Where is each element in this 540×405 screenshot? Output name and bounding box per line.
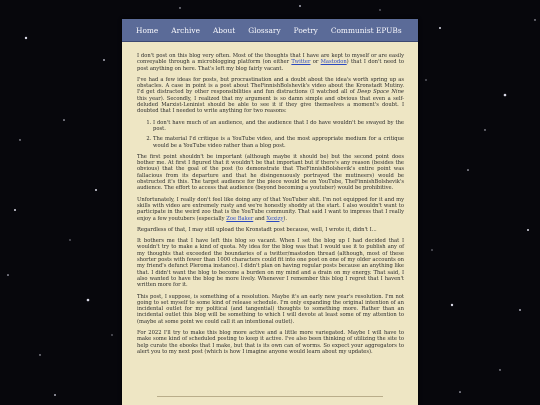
post-paragraph: I don't post on this blog very often. Most of the thoughts that I have are kept to myself or are easily conveyable through a microblogging platform (on either Twitter or Mastodon) that I don't need to post anything on here. That's left my blog fairly vacant. xyxy=(137,53,404,72)
reasons-list xyxy=(137,120,404,149)
nav-poetry-link[interactable]: Poetry xyxy=(293,25,318,35)
nav-communist-epubs-link[interactable]: Communist EPUBs xyxy=(330,25,402,35)
post-paragraph: Unfortunately, I really don't feel like doing any of that YouTuber shit. I'm not equipped for it and my skills with video are extremely rusty and we're honestly shoddy at the start. I also wouldn't want to participate in the weird zoo that is the YouTube community. That said I want to impress that I really enjoy a few youtubers (especially Zoe Baker and Xexizy). xyxy=(137,196,404,222)
post-paragraph: Regardless of that, I may still upload the Kronstadt post because, well, I wrote it, didn't I... xyxy=(137,226,377,233)
post-paragraph: It bothers me that I have left this blog so vacant. When I set the blog up I had decided that I wouldn't try to make a kind of quota. My idea for the blog was that I would use it to publish any of my thoughts that exceeded the boundaries of a twitter/mastodon thread (although, most of these shorter posts with fewer than 1000 characters could fit into one post on one of my older accounts on my friend's defunct Pleroma instance). I didn't plan on having regular posts because an anything like that. I didn't want the blog to become a burden on my mind and a drain on my energy. That said, I also wanted to have the blog be more lively. Whenever I remember this blog I regret that I haven't written more for it. xyxy=(137,238,404,289)
nav-glossary-link[interactable]: Glossary xyxy=(248,25,281,35)
post-paragraph: For 2022 I'll try to make this blog more active and a little more variegated. Maybe I will have to make some kind of scheduled posting to keep it active. I've also been thinking of utilizing the site to help curate the ebooks that I make, but that is its own can of worms. So expect your aggregators to alert you to my next post (which is how I imagine anyone would learn about my updates). xyxy=(137,329,404,355)
twitter-link[interactable]: Twitter xyxy=(291,59,311,66)
post-content xyxy=(122,42,418,355)
list-item: 2. The material I'd critique is a YouTube video, and the most appropriate medium for a critique would be a YouTube video rather than a blog post. xyxy=(153,136,404,149)
zoe-baker-link[interactable]: Zoe Baker xyxy=(226,215,254,222)
nav-about-link[interactable]: About xyxy=(212,25,236,35)
post-paragraph: This post, I suppose, is something of a resolution. Maybe it's an early new year's resolution. I'm not going to set myself to some kind of release schedule. I'm only expanding the original intention of an incidental outlet for my political (and tangential) thoughts to something more. Rather than an incidental outlet this blog will be something to which I will devote at least some of my attention to (maybe at some point we could call it an intentional outlet). xyxy=(137,293,404,325)
xexizy-link[interactable]: Xexizy xyxy=(266,215,284,222)
nav-archive-link[interactable]: Archive xyxy=(171,25,200,35)
nav-home-link[interactable]: Home xyxy=(136,25,159,35)
blog-page xyxy=(122,19,418,405)
footer-divider xyxy=(157,396,383,397)
post-paragraph: The first point shouldn't be important (although maybe it should be) but the second point does bother me. At first I figured that it wouldn't be that important but if there's any reason (besides the obvious) that the goal of the post (to demonstrate that TheFinnishBolshevik's entire point was fallacious from its departure and that he disingenuously portrayed the mutineers) would be obstructed it's this. The target audience for the piece would be on YouTube, TheFinnishBolshevik's audience. The effort to access that audience (beyond becoming a youtuber) would be prohibitive. xyxy=(137,153,404,192)
post-paragraph: I've had a few ideas for posts, but procrastination and a doubt about the idea's worth spring up as obstacles. A case in point is a post about TheFinnishBolshevik's video about the Kronstadt Mutiny. I'd get distracted by other responsibilities and fun distractions (I watched all of Deep Space Nine this year). Secondly, I realized that my argument is so damn simple and obvious that even a self-deluded Marxist-Leninist should be able to see it if they give themselves a moment's doubt. I doubted that I needed to write anything for two reasons: xyxy=(137,76,404,115)
mastodon-link[interactable]: Mastodon xyxy=(320,59,347,66)
top-navigation xyxy=(122,19,418,42)
list-item: 1. I don't have much of an audience, and the audience that I do have wouldn't be swayed by the post. xyxy=(153,120,404,133)
